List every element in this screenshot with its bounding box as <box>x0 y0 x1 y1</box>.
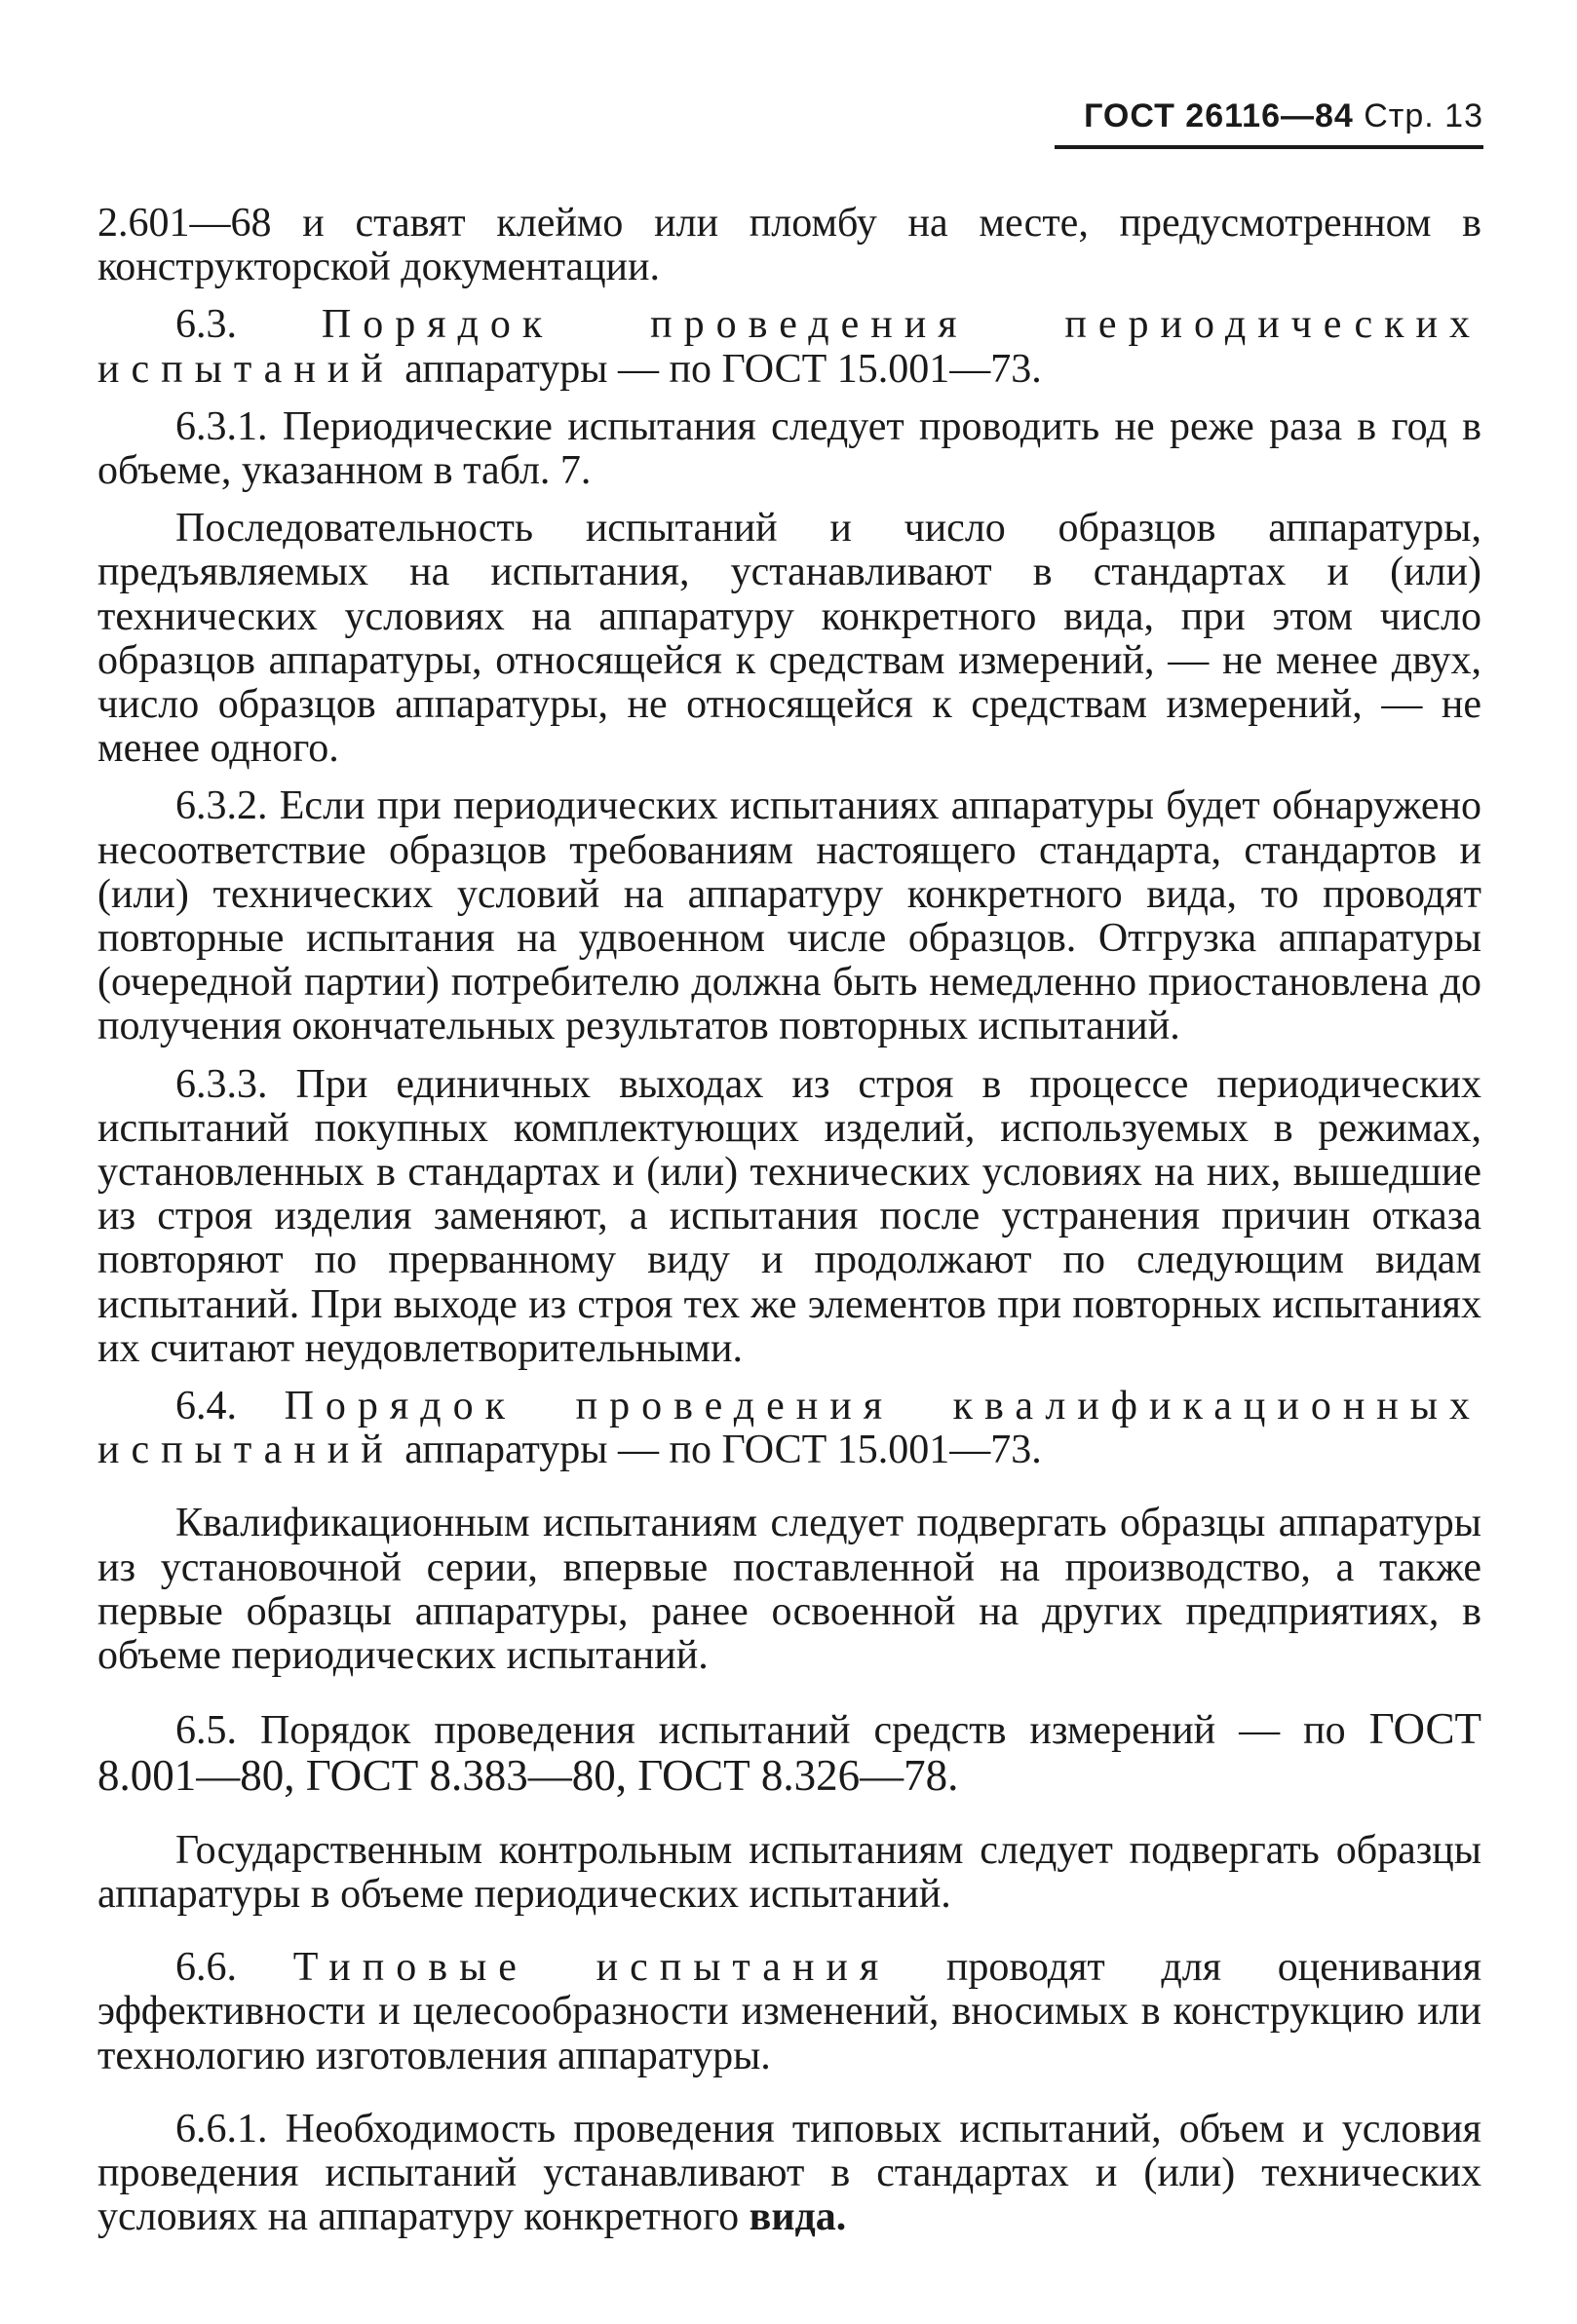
paragraph: 2.601—68 и ставят клеймо или пломбу на месте, предусмотренном в конструкторской документации. <box>97 201 1481 290</box>
section-title: Порядок проведения квалификационных испытаний <box>97 1384 1481 1473</box>
section-number: 6.3. <box>175 302 237 348</box>
section-text: 6.5. Порядок проведения испытаний средств измерений — по <box>175 1708 1346 1754</box>
section-text: проводят для оценивания эффективности и целесообразности изменений, вносимых в конструкцию или технологию изготовления аппаратуры. <box>97 1945 1482 2078</box>
section-text: аппаратуры — по ГОСТ 15.001—73. <box>404 1428 1042 1473</box>
section-6-5 <box>97 1704 1482 1800</box>
section-title: Порядок проведения периодических испытаний <box>97 302 1481 392</box>
page-header <box>1055 97 1483 149</box>
paragraph: Квалификационным испытаниям следует подвергать образцы аппаратуры из установочной серии, впервые поставленной на производство, а также первые образцы аппаратуры, ранее освоенной на других предприятиях, в объеме периодических испытаний. <box>97 1501 1481 1679</box>
paragraph: Государственным контрольным испытаниям следует подвергать образцы аппаратуры в объеме периодических испытаний. <box>97 1827 1481 1917</box>
section-number: 6.4. <box>175 1384 237 1429</box>
paragraph: 6.3.2. Если при периодических испытаниях аппаратуры будет обнаружено несоответствие образцов требованиям настоящего стандарта, стандартов и (или) технических условий на аппаратуру конкретного вида, то проводят повторные испытания на удвоенном числе образцов. Отгрузка аппаратуры (очередной партии) потребителю должна быть немедленно приостановлена до получения окончательных результатов повторных испытаний. <box>97 783 1481 1049</box>
section-6-6-1 <box>97 2108 1481 2240</box>
section-6-3 <box>97 303 1481 391</box>
section-6-6 <box>97 1946 1481 2078</box>
section-number: 6.6. <box>175 1945 237 1991</box>
standard-references: ГОСТ 8.001—80, ГОСТ 8.383—80, ГОСТ 8.326—78. <box>97 1704 1482 1800</box>
standard-number: ГОСТ 26116—84 <box>1084 97 1354 134</box>
section-text-end: вида. <box>749 2194 847 2240</box>
paragraph: 6.3.1. Периодические испытания следует проводить не реже раза в год в объеме, указанном в табл. 7. <box>97 403 1481 494</box>
section-title: Типовые испытания <box>292 1945 891 1991</box>
section-text: 6.6.1. Необходимость проведения типовых испытаний, объем и условия проведения испытаний устанавливают в стандартах и (или) технических условиях на аппаратуру конкретного <box>97 2106 1481 2240</box>
paragraph: Последовательность испытаний и число образцов аппаратуры, предъявляемых на испытания, устанавливают в стандартах и (или) технических условиях на аппаратуру конкретного вида, при этом число образцов аппаратуры, относящейся к средствам измерений, — не менее двух, число образцов аппаратуры, не относящейся к средствам измерений, — не менее одного. <box>97 506 1481 772</box>
section-text: аппаратуры — по ГОСТ 15.001—73. <box>404 346 1042 392</box>
body-text <box>97 202 1481 2239</box>
section-6-4 <box>97 1385 1481 1472</box>
page-number: Стр. 13 <box>1364 97 1483 134</box>
paragraph: 6.3.3. При единичных выходах из строя в процессе периодических испытаний покупных комплектующих изделий, используемых в режимах, установленных в стандартах и (или) технических условиях на них, вышедшие из строя изделия заменяют, а испытания после устранения причин отказа повторяют по прерванному виду и продолжают по следующим видам испытаний. При выходе из строя тех же элементов при повторных испытаниях их считают неудовлетворительными. <box>97 1061 1481 1371</box>
